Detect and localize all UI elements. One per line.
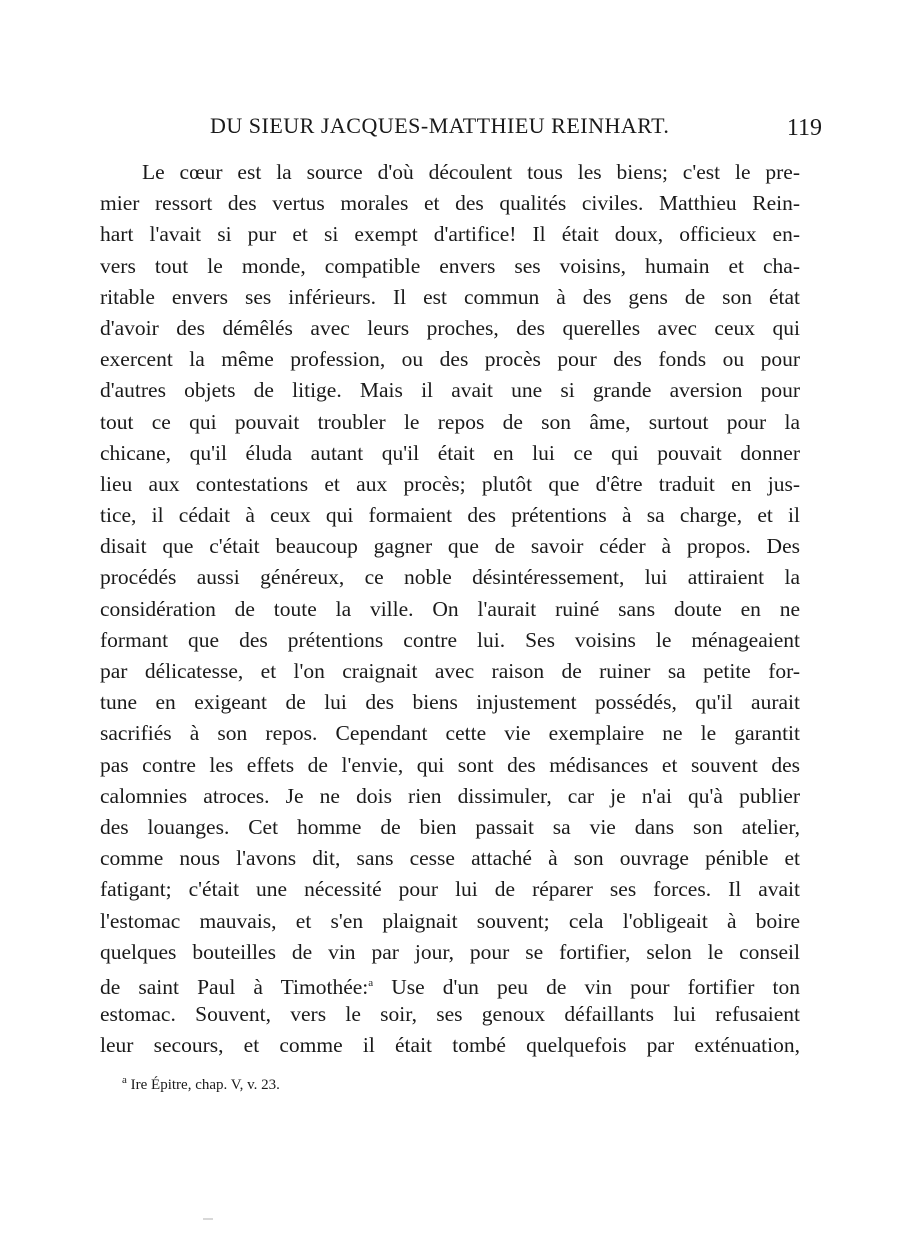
- text-fragment: de saint Paul à Timothée:: [100, 975, 369, 1000]
- text-line: quelques bouteilles de vin par jour, pour se fortifier, selon le conseil: [100, 939, 800, 964]
- footnote-reference: a: [368, 976, 374, 989]
- text-line: formant que des prétentions contre lui. Ses voisins le ménageaient: [100, 627, 800, 652]
- running-header: [100, 113, 822, 149]
- page-number: 119: [786, 115, 822, 141]
- text-line: considération de toute la ville. On l'aurait ruiné sans doute en ne: [100, 596, 800, 621]
- paper-speck: [203, 1218, 213, 1220]
- text-line: tice, il cédait à ceux qui formaient des prétentions à sa charge, et il: [100, 503, 800, 528]
- text-line: ritable envers ses inférieurs. Il est commun à des gens de son état: [100, 284, 800, 309]
- text-line: par délicatesse, et l'on craignait avec raison de ruiner sa petite for-: [100, 659, 800, 683]
- text-line: leur secours, et comme il était tombé quelquefois par exténuation,: [100, 1033, 800, 1058]
- text-line: fatigant; c'était une nécessité pour lui de réparer ses forces. Il avait: [100, 877, 800, 902]
- text-line: hart l'avait si pur et si exempt d'artifice! Il était doux, officieux en-: [100, 222, 800, 247]
- text-line: Le cœur est la source d'où découlent tous les biens; c'est le pre-: [142, 160, 800, 184]
- text-line: des louanges. Cet homme de bien passait sa vie dans son atelier,: [100, 814, 800, 839]
- text-line: calomnies atroces. Je ne dois rien dissimuler, car je n'ai qu'à publier: [100, 783, 800, 808]
- text-line: d'avoir des démêlés avec leurs proches, des querelles avec ceux qui: [100, 315, 800, 340]
- text-line: d'autres objets de litige. Mais il avait une si grande aversion pour: [100, 378, 800, 403]
- footnote-marker: a: [122, 1074, 127, 1086]
- body-paragraph: [100, 157, 800, 1061]
- text-line: exercent la même profession, ou des procès pour des fonds ou pour: [100, 347, 800, 372]
- running-title: DU SIEUR JACQUES-MATTHIEU REINHART.: [210, 113, 670, 138]
- text-line: l'estomac mauvais, et s'en plaignait souvent; cela l'obligeait à boire: [100, 908, 800, 933]
- text-line: mier ressort des vertus morales et des qualités civiles. Matthieu Rein-: [100, 191, 800, 216]
- text-line-with-footnote-ref: [100, 968, 800, 999]
- text-line: comme nous l'avons dit, sans cesse attaché à son ouvrage pénible et: [100, 846, 800, 871]
- text-line: chicane, qu'il éluda autant qu'il était en lui ce qui pouvait donner: [100, 440, 800, 465]
- footnote-text: Ire Épitre, chap. V, v. 23.: [130, 1077, 280, 1093]
- text-line: vers tout le monde, compatible envers ses voisins, humain et cha-: [100, 253, 800, 278]
- text-line: tune en exigeant de lui des biens injustement possédés, qu'il aurait: [100, 690, 800, 715]
- footnote: [122, 1074, 280, 1094]
- text-line: procédés aussi généreux, ce noble désintéressement, lui attiraient la: [100, 565, 800, 590]
- text-fragment: Use d'un peu de vin pour fortifier ton: [373, 975, 800, 1000]
- text-line: estomac. Souvent, vers le soir, ses genoux défaillants lui refusaient: [100, 1002, 800, 1027]
- text-line: pas contre les effets de l'envie, qui sont des médisances et souvent des: [100, 752, 800, 777]
- text-line: tout ce qui pouvait troubler le repos de son âme, surtout pour la: [100, 409, 800, 434]
- text-line: disait que c'était beaucoup gagner que de savoir céder à propos. Des: [100, 534, 800, 559]
- text-line: lieu aux contestations et aux procès; plutôt que d'être traduit en jus-: [100, 471, 800, 496]
- text-line: sacrifiés à son repos. Cependant cette vie exemplaire ne le garantit: [100, 721, 800, 746]
